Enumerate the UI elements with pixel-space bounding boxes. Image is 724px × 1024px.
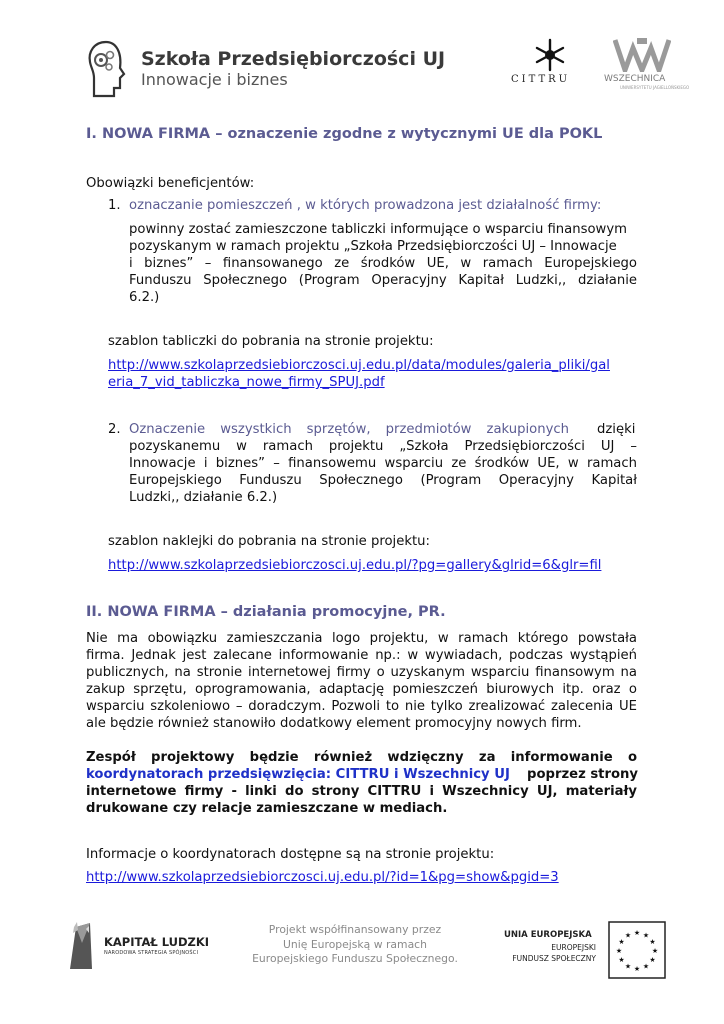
thanks-line: internetowe firmy - linki do strony CITTRU i Wszechnicy UJ, materiały (86, 784, 637, 799)
svg-text:★: ★ (624, 931, 632, 940)
paragraph-line: publicznych, na stronie internetowej firmy o uzyskanym wsparciu finansowym na (86, 665, 637, 680)
eu-fund-line: FUNDUSZ SPOŁECZNY (512, 954, 596, 963)
item2-line: Innowacje i biznes” – finansowemu wsparciu ze środków UE, w ramach (129, 456, 637, 471)
section1-title: I. NOWA FIRMA – oznaczenie zgodne z wytycznymi UE dla POKL (86, 126, 603, 142)
item1-line: i biznes” – finansowanego ze środków UE, w ramach Europejskiego (129, 256, 637, 271)
template1-link[interactable]: http://www.szkolaprzedsiebiorczosci.uj.edu.pl/data/modules/galeria_pliki/gal (108, 358, 610, 373)
cofinancing-note (230, 923, 480, 967)
svg-text:★: ★ (651, 947, 659, 955)
eu-fund-line: EUROPEJSKI (551, 943, 596, 952)
item2-number: 2. (108, 422, 121, 437)
cittru-star-icon (533, 38, 567, 72)
thanks-line: Zespół projektowy będzie również wdzięczny za informowanie o (86, 750, 637, 765)
paragraph-line: Nie ma obowiązku zamieszczania logo projektu, w ramach którego powstała (86, 631, 637, 646)
template2-label: szablon naklejki do pobrania na stronie projektu: (108, 534, 430, 549)
item2-line: Europejskiego Funduszu Społecznego (Program Operacyjny Kapitał (129, 473, 637, 488)
item2-heading: Oznaczenie wszystkich sprzętów, przedmiotów zakupionych (129, 422, 569, 437)
thanks-line: poprzez strony (527, 767, 639, 782)
head-profile-logo-icon (84, 38, 126, 98)
template1-link-continuation[interactable]: eria_7_vid_tabliczka_nowe_firmy_SPUJ.pdf (108, 375, 385, 390)
item2-line: pozyskanemu w ramach projektu „Szkoła Przedsiębiorczości UJ – (129, 439, 637, 454)
page-header (0, 0, 724, 110)
kapital-ludzki-title: KAPITAŁ LUDZKI (104, 935, 210, 949)
eu-title: UNIA EUROPEJSKA (504, 930, 592, 940)
item1-line: pozyskanym w ramach projektu „Szkoła Przedsiębiorczości UJ – Innowacje (129, 239, 617, 254)
paragraph-line: zakup sprzętu, oprogramowania, adaptację pomieszczeń biurowych itp. oraz o (86, 682, 637, 697)
cofinancing-line: Projekt współfinansowany przez (268, 923, 442, 936)
item1-line: 6.2.) (129, 290, 160, 305)
svg-text:★: ★ (633, 929, 641, 937)
cittru-logo-text: CITTRU (511, 74, 571, 85)
coordinators-info-link[interactable]: http://www.szkolaprzedsiebiorczosci.uj.edu.pl/?id=1&pg=show&pgid=3 (86, 870, 559, 885)
item1-line: powinny zostać zamieszczone tabliczki informujące o wsparciu finansowym (129, 222, 627, 237)
svg-text:★: ★ (642, 962, 650, 971)
item1-number: 1. (108, 198, 121, 213)
paragraph-line: wsparciu szkoleniowo – doradczym. Pozwoli to nie tylko zrealizować zalecenia UE (86, 699, 637, 714)
wszechnica-logo-icon (613, 38, 671, 72)
svg-text:★: ★ (618, 938, 625, 946)
cofinancing-line: Unię Europejską w ramach (283, 937, 427, 951)
coordinators-highlight: koordynatorach przedsięwzięcia: CITTRU i Wszechnicy UJ (86, 767, 510, 782)
wszechnica-logo-text: WSZECHNICA (604, 74, 666, 84)
svg-text:★: ★ (649, 956, 656, 964)
svg-text:★: ★ (633, 965, 641, 973)
kapital-ludzki-subtitle: NARODOWA STRATEGIA SPÓJNOŚCI (104, 950, 199, 956)
wszechnica-logo-subtext: UNIWERSYTETU JAGIELLOŃSKIEGO (620, 85, 690, 90)
page-footer (0, 905, 724, 995)
eu-flag-icon (608, 921, 666, 979)
cofinancing-line: Europejskiego Funduszu Społecznego. (252, 952, 458, 965)
paragraph-line: ale będzie również stanowiło dodatkowy element promocyjny nowych firm. (86, 716, 582, 731)
coordinators-info-label: Informacje o koordynatorach dostępne są na stronie projektu: (86, 847, 495, 862)
svg-text:★: ★ (615, 947, 623, 955)
svg-text:★: ★ (624, 962, 632, 971)
brand-title: Szkoła Przedsiębiorczości UJ (141, 48, 446, 70)
template2-link[interactable]: http://www.szkolaprzedsiebiorczosci.uj.edu.pl/?pg=gallery&glrid=6&glr=fil (108, 558, 602, 573)
brand-subtitle: Innowacje i biznes (141, 70, 288, 89)
item2-heading-rest: dzięki (597, 422, 636, 437)
svg-text:★: ★ (618, 956, 625, 964)
svg-text:★: ★ (642, 931, 650, 940)
section2-title: II. NOWA FIRMA – działania promocyjne, PR. (86, 604, 446, 620)
item2-line: Ludzki,, działanie 6.2.) (129, 490, 278, 505)
item1-line: Funduszu Społecznego (Program Operacyjny Kapitał Ludzki,, działanie (129, 273, 637, 288)
kapital-ludzki-logo-icon (66, 921, 96, 971)
paragraph-line: firma. Jednak jest zalecane informowanie np.: w wywiadach, podczas wystąpień (86, 648, 637, 663)
duties-intro: Obowiązki beneficjentów: (86, 176, 255, 191)
item1-heading: oznaczanie pomieszczeń , w których prowadzona jest działalność firmy: (129, 198, 602, 213)
thanks-line: drukowane czy relacje zamieszczane w mediach. (86, 801, 448, 816)
svg-text:★: ★ (649, 938, 656, 946)
template1-label: szablon tabliczki do pobrania na stronie projektu: (108, 334, 434, 349)
